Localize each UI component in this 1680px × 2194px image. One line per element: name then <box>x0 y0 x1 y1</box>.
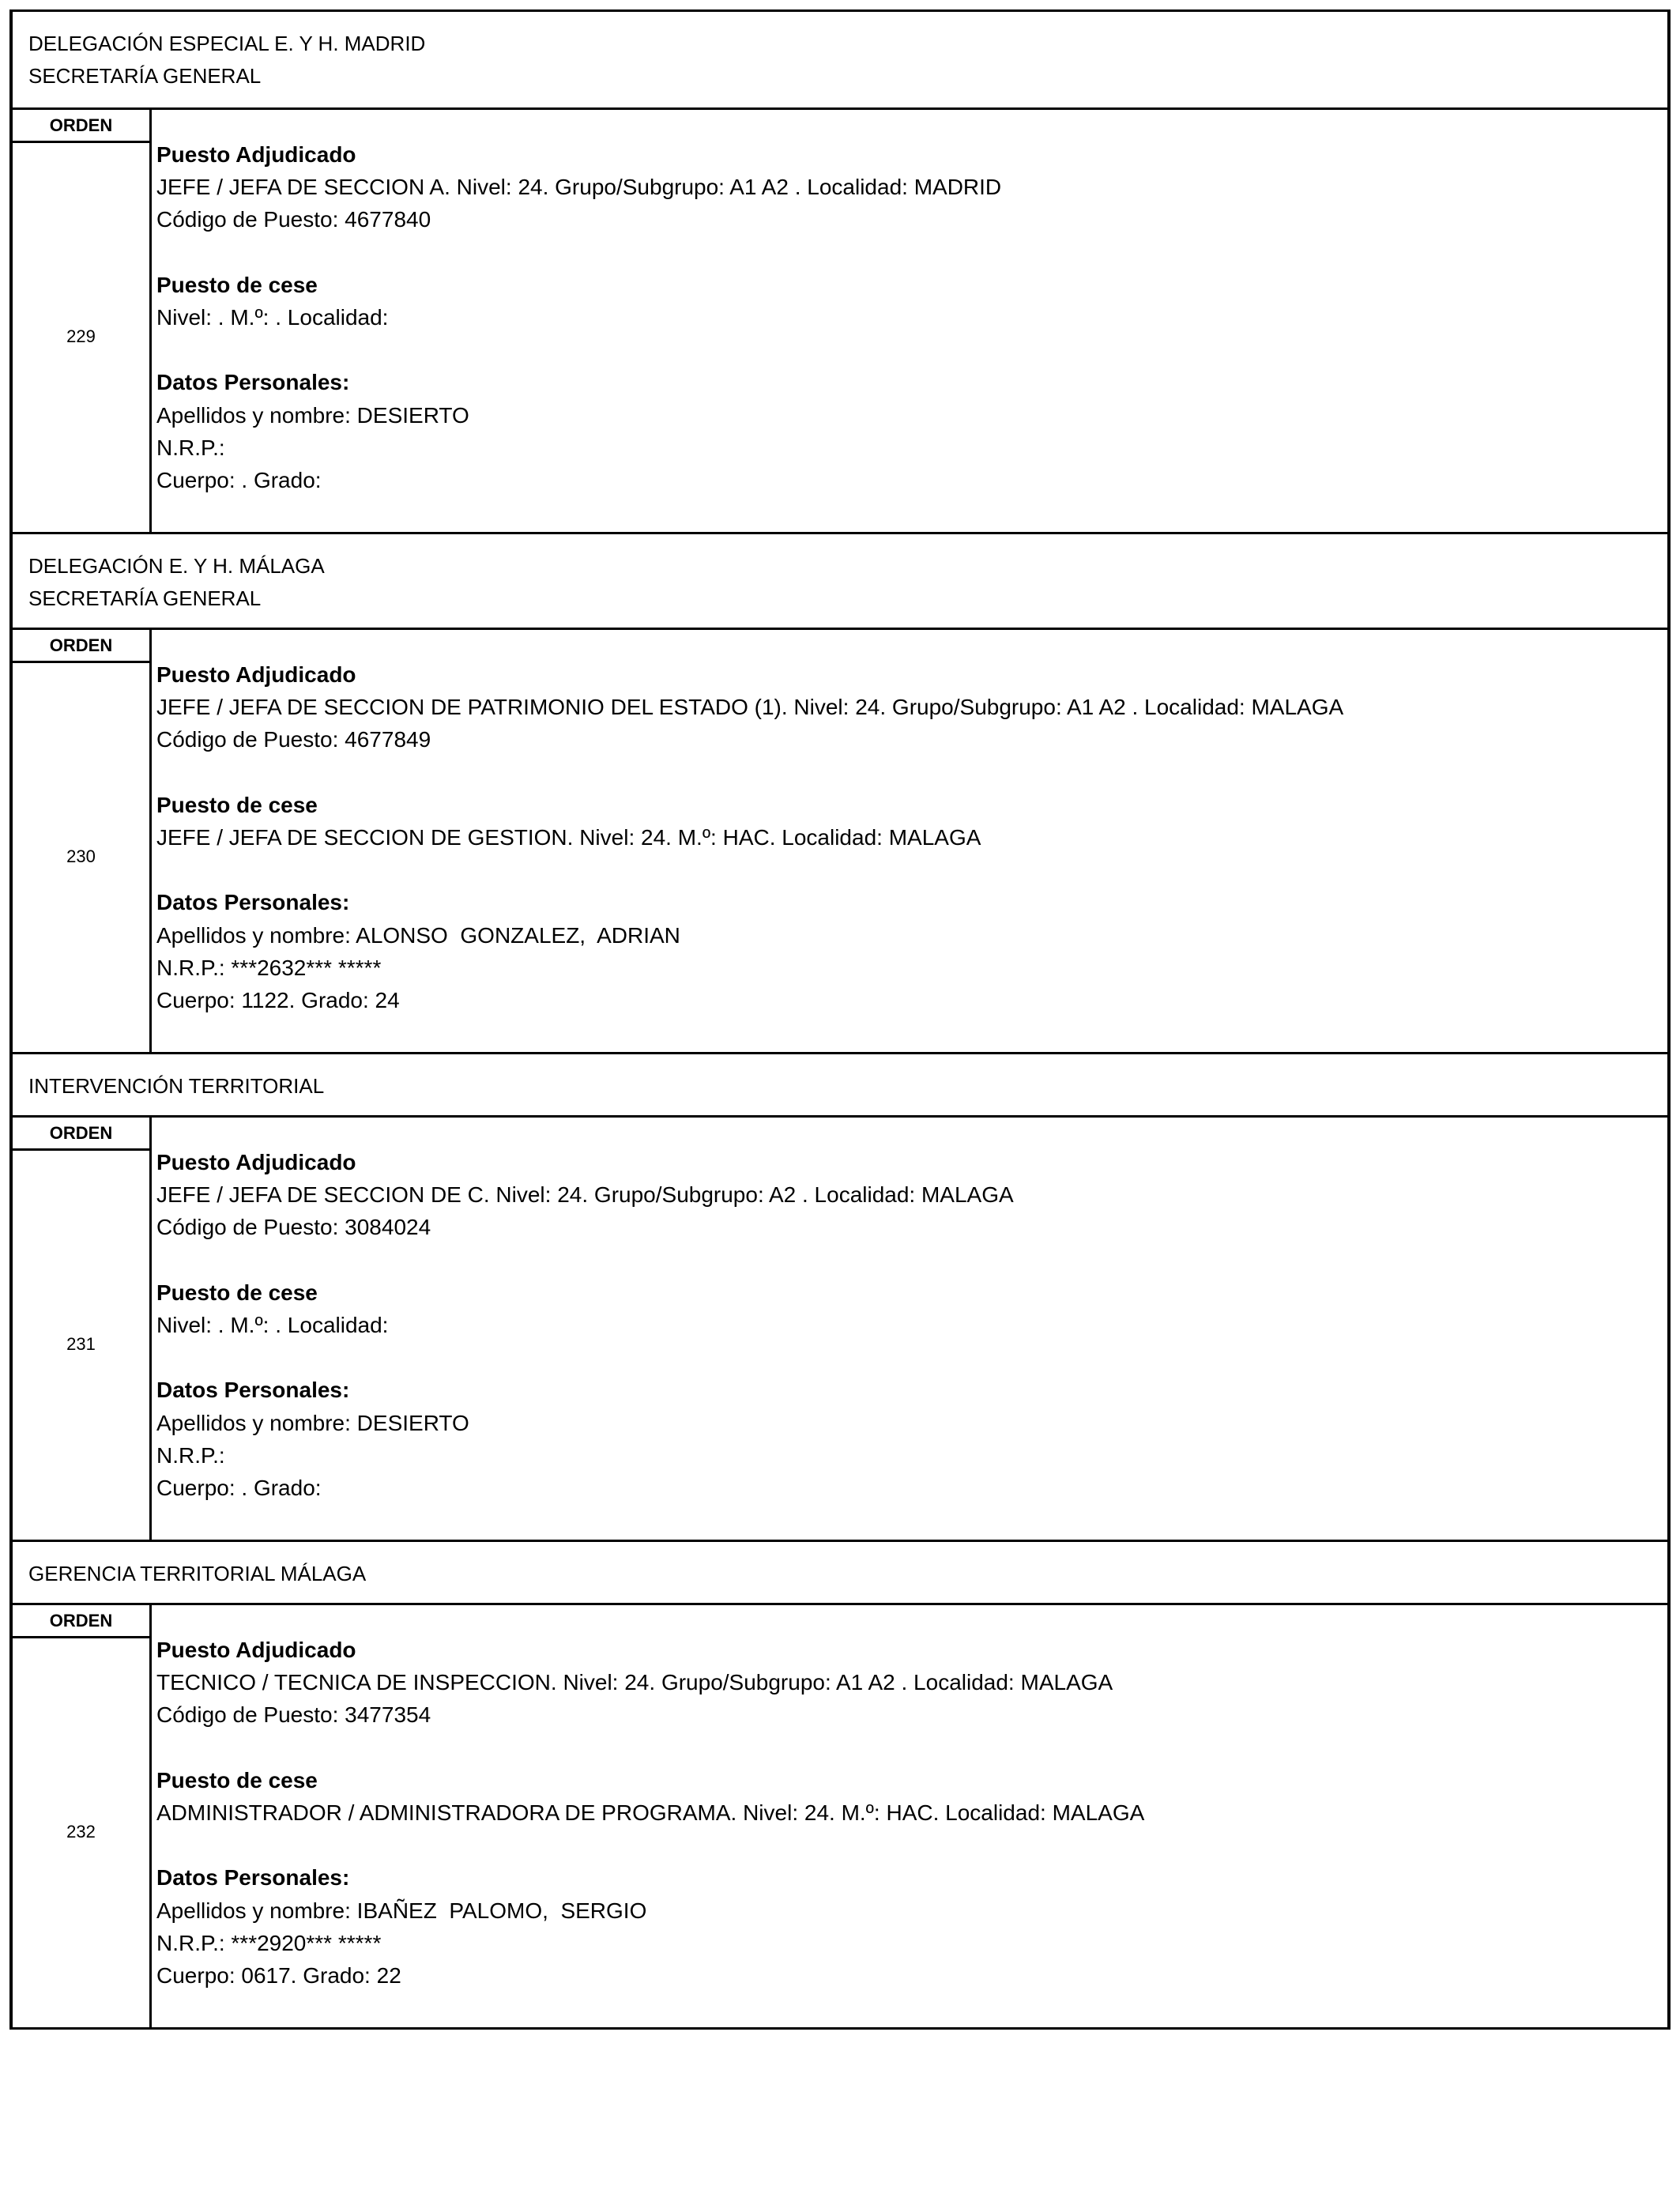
orden-label: ORDEN <box>13 1605 149 1638</box>
entry-row <box>13 1605 1667 2027</box>
nombre-line: Apellidos y nombre: IBAÑEZ PALOMO, SERGIO <box>156 1898 647 1923</box>
adjudicado-title: Puesto Adjudicado <box>156 662 356 687</box>
section-header <box>13 1052 1667 1118</box>
entry-details <box>152 1605 1667 2027</box>
personales-title: Datos Personales: <box>156 1378 350 1403</box>
section-unit: SECRETARÍA GENERAL <box>28 64 262 88</box>
entry-details <box>152 630 1667 1052</box>
codigo-line: Código de Puesto: 4677840 <box>156 207 431 232</box>
nombre-line: Apellidos y nombre: ALONSO GONZALEZ, ADRIAN <box>156 922 680 948</box>
adjudicado-title: Puesto Adjudicado <box>156 1150 356 1174</box>
orden-number: 230 <box>66 846 96 866</box>
document-table <box>9 9 1671 2030</box>
cese-title: Puesto de cese <box>156 792 318 817</box>
section-header <box>13 12 1667 110</box>
adjudicado-title: Puesto Adjudicado <box>156 142 356 167</box>
cuerpo-line: Cuerpo: . Grado: <box>156 468 322 492</box>
section-unit: SECRETARÍA GENERAL <box>28 586 262 610</box>
entry-row <box>13 1118 1667 1540</box>
adjudicado-line: TECNICO / TECNICA DE INSPECCION. Nivel: 24. Grupo/Subgrupo: A1 A2 . Localidad: MALAGA <box>156 1670 1113 1695</box>
section-header <box>13 1540 1667 1605</box>
adjudicado-line: JEFE / JEFA DE SECCION DE C. Nivel: 24. Grupo/Subgrupo: A2 . Localidad: MALAGA <box>156 1182 1014 1208</box>
codigo-line: Código de Puesto: 3477354 <box>156 1702 431 1728</box>
nombre-line: Apellidos y nombre: DESIERTO <box>156 402 469 428</box>
nrp-line: N.R.P.: <box>156 1442 225 1468</box>
personales-title: Datos Personales: <box>156 890 350 915</box>
orden-column <box>13 1118 152 1540</box>
nombre-line: Apellidos y nombre: DESIERTO <box>156 1410 469 1435</box>
orden-column <box>13 110 152 532</box>
orden-label: ORDEN <box>13 1118 149 1151</box>
orden-number: 231 <box>66 1334 96 1354</box>
codigo-line: Código de Puesto: 4677849 <box>156 727 431 752</box>
orden-column <box>13 630 152 1052</box>
section-org: GERENCIA TERRITORIAL MÁLAGA <box>28 1562 367 1585</box>
adjudicado-line: JEFE / JEFA DE SECCION DE PATRIMONIO DEL ESTADO (1). Nivel: 24. Grupo/Subgrupo: A1 A2 . Localidad: MALAGA <box>156 695 1344 720</box>
cese-title: Puesto de cese <box>156 272 318 297</box>
cese-line: Nivel: . M.º: . Localidad: <box>156 1313 389 1337</box>
nrp-line: N.R.P.: ***2920*** ***** <box>156 1930 382 1955</box>
adjudicado-title: Puesto Adjudicado <box>156 1638 356 1662</box>
codigo-line: Código de Puesto: 3084024 <box>156 1215 431 1240</box>
section-header <box>13 532 1667 630</box>
section-org: DELEGACIÓN ESPECIAL E. Y H. MADRID <box>28 32 426 55</box>
orden-label: ORDEN <box>13 630 149 663</box>
personales-title: Datos Personales: <box>156 370 350 395</box>
nrp-line: N.R.P.: ***2632*** ***** <box>156 955 382 980</box>
entry-details <box>152 1118 1667 1540</box>
cese-title: Puesto de cese <box>156 1767 318 1793</box>
section-org: DELEGACIÓN E. Y H. MÁLAGA <box>28 554 325 578</box>
cese-line: ADMINISTRADOR / ADMINISTRADORA DE PROGRAMA. Nivel: 24. M.º: HAC. Localidad: MALAGA <box>156 1800 1145 1825</box>
cese-line: Nivel: . M.º: . Localidad: <box>156 305 389 330</box>
cuerpo-line: Cuerpo: . Grado: <box>156 1476 322 1500</box>
nrp-line: N.R.P.: <box>156 435 225 460</box>
cuerpo-line: Cuerpo: 0617. Grado: 22 <box>156 1963 401 1988</box>
orden-column <box>13 1605 152 2027</box>
orden-number: 229 <box>66 326 96 346</box>
personales-title: Datos Personales: <box>156 1865 350 1891</box>
cese-title: Puesto de cese <box>156 1280 318 1305</box>
cuerpo-line: Cuerpo: 1122. Grado: 24 <box>156 988 400 1012</box>
adjudicado-line: JEFE / JEFA DE SECCION A. Nivel: 24. Grupo/Subgrupo: A1 A2 . Localidad: MADRID <box>156 175 1002 200</box>
entry-details <box>152 110 1667 532</box>
section-org: INTERVENCIÓN TERRITORIAL <box>28 1074 325 1098</box>
cese-line: JEFE / JEFA DE SECCION DE GESTION. Nivel: 24. M.º: HAC. Localidad: MALAGA <box>156 825 981 850</box>
entry-row <box>13 630 1667 1052</box>
orden-number: 232 <box>66 1822 96 1842</box>
orden-label: ORDEN <box>13 110 149 143</box>
entry-row <box>13 110 1667 532</box>
